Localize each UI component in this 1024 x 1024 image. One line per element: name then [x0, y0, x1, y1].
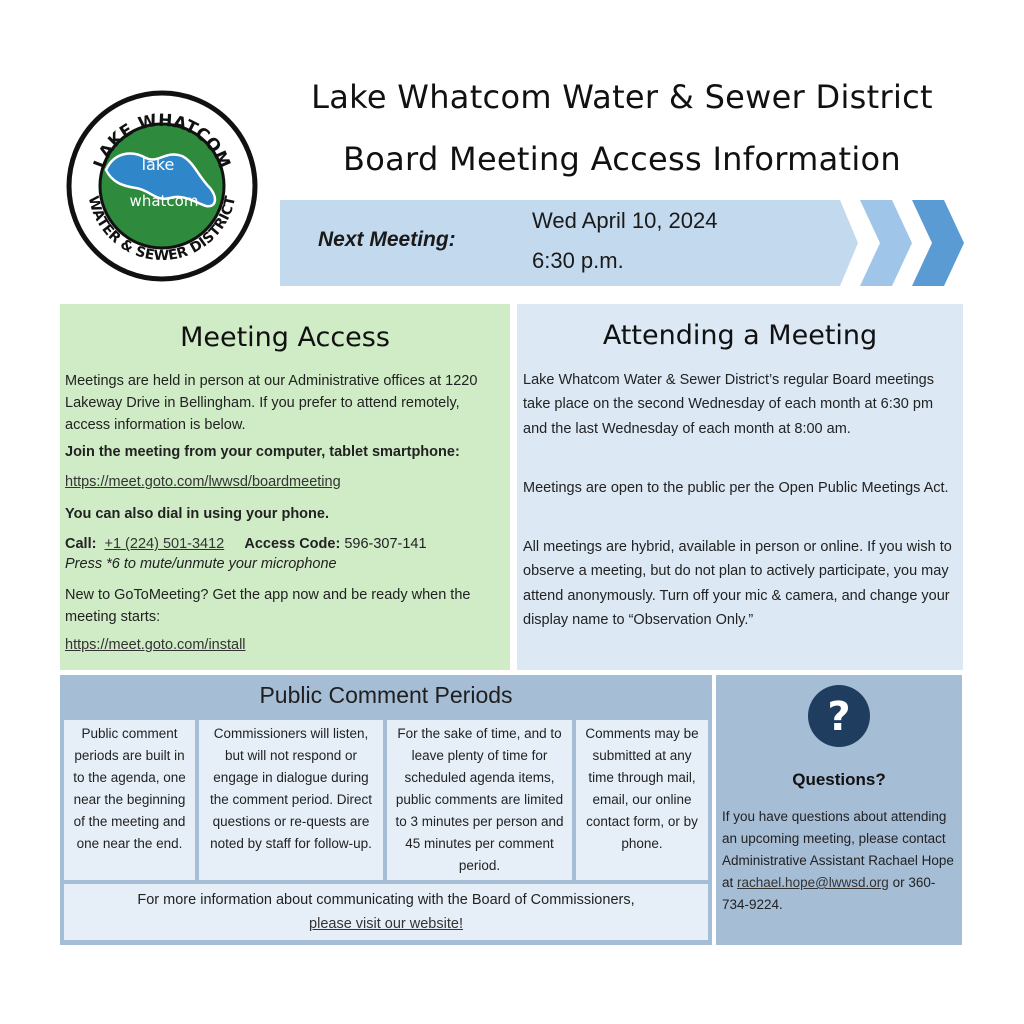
public-comment-heading: Public Comment Periods	[259, 682, 513, 708]
next-meeting-date: Wed April 10, 2024	[532, 208, 718, 233]
meeting-access-intro: Meetings are held in person at our Administrative offices at 1220 Lakeway Drive in Bellingham. If you prefer to attend remotely, access information is below.	[65, 373, 478, 433]
attending-heading: Attending a Meeting	[602, 320, 878, 351]
meeting-access-heading: Meeting Access	[180, 322, 390, 353]
questions-text: If you have questions about attending an upcoming meeting, please contact Administrative Assistant Rachael Hope at	[722, 809, 954, 890]
logo-ring-bottom-text: WATER & SEWER DISTRICT	[84, 194, 240, 265]
install-link-row	[65, 634, 505, 656]
phone-link[interactable]: +1 (224) 501-3412	[104, 536, 225, 552]
logo-ring-top-text: LAKE WHATCOM	[90, 110, 234, 172]
comment-column-1: Public comment periods are built in to the agenda, one near the beginning of the meeting and one near the end.	[64, 720, 195, 880]
questions-heading: Questions?	[792, 770, 886, 789]
questions-phone: 360-734-9224.	[722, 875, 936, 912]
comment-column-2: Commissioners will listen, but will not respond or engage in dialogue during the comment period. Direct questions or re-quests are noted by staff for follow-up.	[199, 720, 383, 880]
email-link[interactable]: rachael.hope@lwwsd.org	[737, 875, 889, 890]
website-link[interactable]: please visit our website!	[309, 916, 463, 932]
comment-column-4: Comments may be submitted at any time through mail, email, our online contact form, or by phone.	[576, 720, 708, 880]
page-title-line2: Board Meeting Access Information	[343, 140, 901, 178]
join-link-row	[65, 471, 505, 493]
call-label: Call	[65, 536, 92, 552]
question-icon-glyph: ?	[827, 694, 851, 740]
chevron-dark-icon	[912, 200, 964, 286]
mute-note: Press *6 to mute/unmute your microphone	[65, 556, 337, 572]
footer-text: For more information about communicating with the Board of Commissioners,	[137, 892, 635, 908]
call-row: Call: +1 (224) 501-3412 Access Code: 596-307-141	[65, 536, 427, 552]
attending-para-2: Meetings are open to the public per the Open Public Meetings Act.	[523, 480, 949, 496]
access-code-label: Access Code:	[244, 536, 341, 552]
logo-whatcom-word: whatcom	[129, 192, 199, 210]
page-title-line1: Lake Whatcom Water & Sewer District	[311, 78, 933, 116]
public-comment-footer	[64, 884, 708, 940]
chevron-mid-icon	[860, 200, 912, 286]
next-meeting-label: Next Meeting:	[318, 228, 456, 251]
dial-heading: You can also dial in using your phone.	[65, 506, 329, 522]
attending-para-1: Lake Whatcom Water & Sewer District’s regular Board meetings take place on the second Wednesday of each month at 6:30 pm and the last Wednesday of each month at 8:00 am.	[523, 372, 934, 437]
new-to-gotomeeting-text: New to GoToMeeting? Get the app now and be ready when the meeting starts:	[65, 587, 471, 625]
logo-lake-word: lake	[141, 155, 175, 174]
next-meeting-time: 6:30 p.m.	[532, 248, 624, 273]
questions-text-block	[722, 806, 958, 916]
district-logo	[66, 90, 258, 282]
join-heading: Join the meeting from your computer, tablet smartphone:	[65, 444, 460, 460]
join-meeting-link[interactable]: https://meet.goto.com/lwwsd/boardmeeting	[65, 474, 341, 490]
access-code-value: 596-307-141	[344, 536, 427, 552]
install-link[interactable]: https://meet.goto.com/install	[65, 637, 246, 653]
question-mark-icon	[806, 683, 872, 749]
questions-or: or	[892, 875, 905, 890]
logo-svg	[66, 90, 258, 282]
attending-para-3: All meetings are hybrid, available in person or online. If you wish to observe a meeting, but do not plan to actively participate, you may attend anonymously. Turn off your mic & camera, and change your display name to “Observation Only.”	[523, 539, 952, 629]
comment-column-3: For the sake of time, and to leave plenty of time for scheduled agenda items, public comments are limited to 3 minutes per person and 45 minutes per comment period.	[387, 720, 572, 880]
